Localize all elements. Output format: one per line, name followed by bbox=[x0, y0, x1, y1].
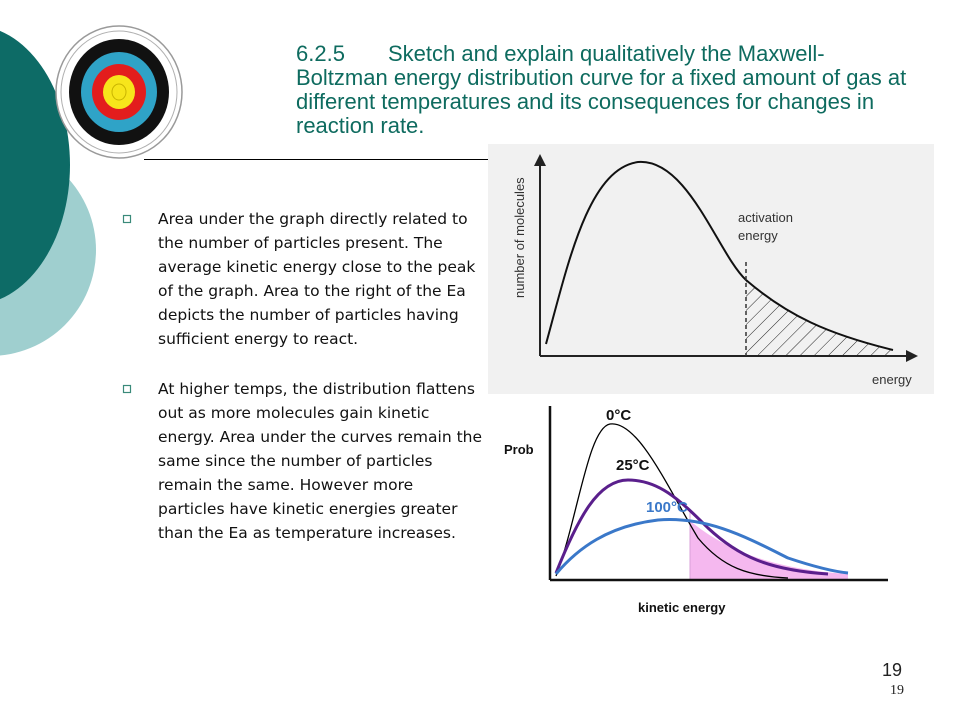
title-number: 6.2.5 bbox=[296, 41, 345, 66]
series-label-25c: 25°C bbox=[616, 457, 650, 474]
bullet-item bbox=[122, 207, 484, 351]
bullet-list bbox=[122, 207, 484, 571]
bullet-text: At higher temps, the distribution flattens out as more molecules gain kinetic energy. Area under the curves remain the same since the number of particles remain the same. However more particles have kinetic energies greater than the Ea as temperature increases. bbox=[158, 380, 483, 542]
y-axis-label: number of molecules bbox=[512, 177, 527, 298]
bullet-square-icon bbox=[122, 384, 132, 394]
y-axis-label: Prob bbox=[504, 442, 534, 457]
maxwell-boltzmann-chart bbox=[488, 144, 934, 394]
series-label-100c: 100°C bbox=[646, 499, 688, 516]
bullet-text: Area under the graph directly related to the number of particles present. The average kinetic energy close to the peak of the graph. Area to the right of the Ea depicts the number of particles having sufficient energy to react. bbox=[158, 210, 476, 348]
x-axis-label: kinetic energy bbox=[638, 600, 726, 615]
annotation-activation-energy: activation energy bbox=[738, 210, 793, 243]
bullet-square-icon bbox=[122, 214, 132, 224]
bullet-item bbox=[122, 377, 484, 545]
chart-background bbox=[498, 398, 898, 626]
slide-title bbox=[296, 42, 916, 138]
title-divider bbox=[144, 159, 490, 160]
temperature-distribution-chart bbox=[498, 398, 898, 626]
x-axis-label: energy bbox=[872, 372, 912, 387]
series-label-0c: 0°C bbox=[606, 407, 632, 424]
page-number: 19 bbox=[881, 660, 902, 680]
page-number-small: 19 bbox=[890, 683, 904, 698]
title-text: Sketch and explain qualitatively the Maxwell-Boltzman energy distribution curve for a fixed amount of gas at different temperatures and its consequences for changes in reaction rate. bbox=[296, 41, 907, 138]
target-logo-icon bbox=[54, 24, 184, 160]
